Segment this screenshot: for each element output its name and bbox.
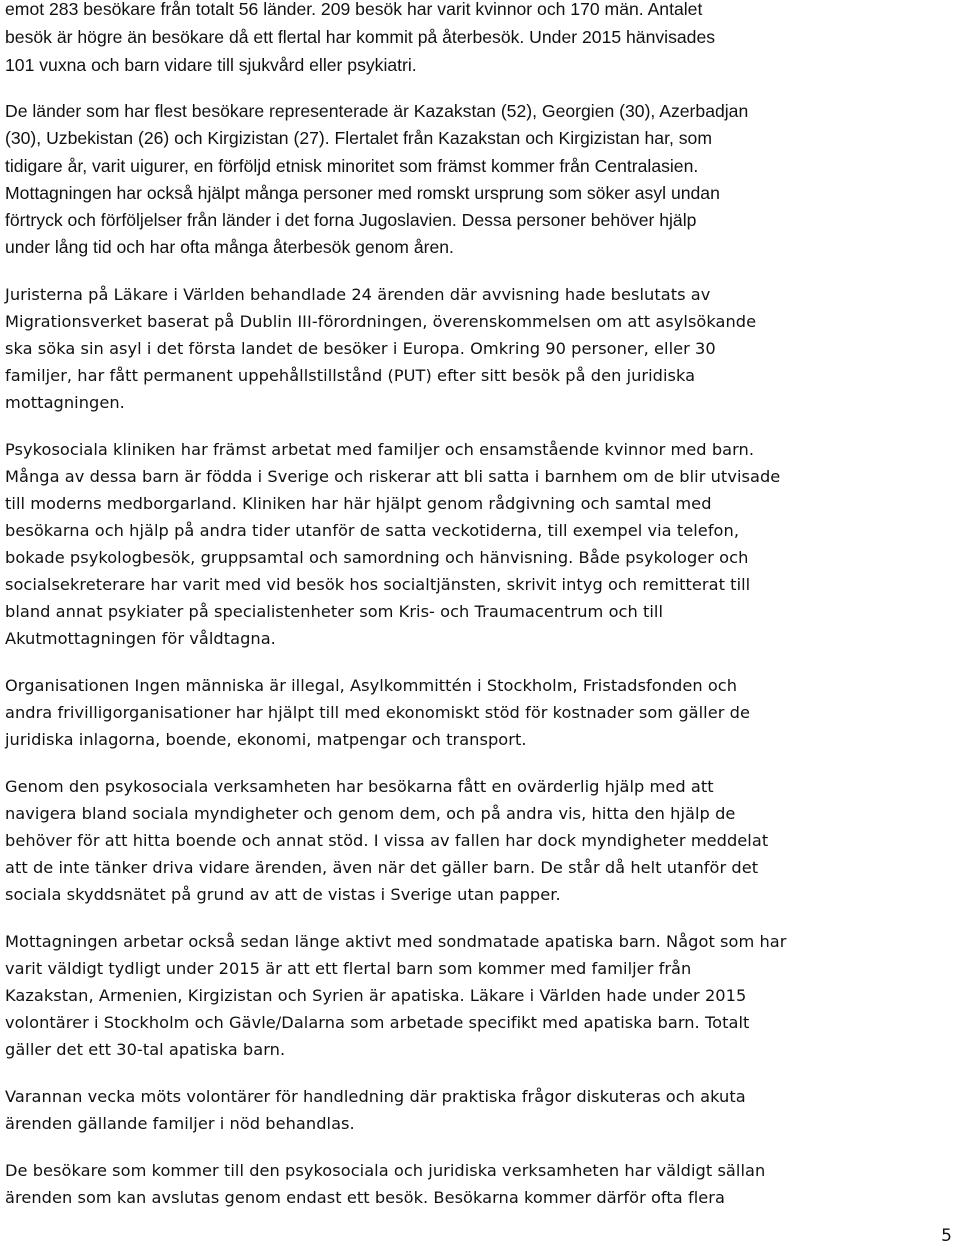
text-line: ärenden som kan avslutas genom endast ett besök. Besökarna kommer därför ofta flera: [5, 1188, 725, 1207]
text-line: bland annat psykiater på specialistenheter som Kris- och Traumacentrum och till: [5, 602, 664, 621]
text-line: behöver för att hitta boende och annat stöd. I vissa av fallen har dock myndigheter meddelat: [5, 831, 769, 850]
text-line: Genom den psykosociala verksamheten har besökarna fått en ovärderlig hjälp med att: [5, 777, 714, 796]
text-line: ska söka sin asyl i det första landet de besöker i Europa. Omkring 90 personer, eller 30: [5, 339, 716, 358]
text-line: volontärer i Stockholm och Gävle/Dalarna som arbetade specifikt med apatiska barn. Totalt: [5, 1013, 750, 1032]
text-line: Mottagningen har också hjälpt många personer med romskt ursprung som söker asyl undan: [5, 183, 720, 203]
text-line: familjer, har fått permanent uppehållstillstånd (PUT) efter sitt besök på den juridiska: [5, 366, 696, 385]
text-line: bokade psykologbesök, gruppsamtal och samordning och hänvisning. Både psykologer och: [5, 548, 749, 567]
text-line: Akutmottagningen för våldtagna.: [5, 629, 276, 648]
text-line: Psykosociala kliniken har främst arbetat med familjer och ensamstående kvinnor med barn.: [5, 440, 755, 459]
text-line: (30), Uzbekistan (26) och Kirgizistan (27). Flertalet från Kazakstan och Kirgizistan har, som: [5, 128, 712, 148]
text-line: ärenden gällande familjer i nöd behandlas.: [5, 1114, 355, 1133]
text-line: De länder som har flest besökare representerade är Kazakstan (52), Georgien (30), Azerbadjan: [5, 101, 749, 121]
text-line: Kazakstan, Armenien, Kirgizistan och Syrien är apatiska. Läkare i Världen hade under 2015: [5, 986, 747, 1005]
text-line: besök är högre än besökare då ett flertal har kommit på återbesök. Under 2015 hänvisades: [5, 27, 716, 47]
text-line: sociala skyddsnätet på grund av att de vistas i Sverige utan papper.: [5, 885, 561, 904]
text-line: förtryck och förföljelser från länder i det forna Jugoslavien. Dessa personer behöver hjälp: [5, 210, 697, 230]
text-line: navigera bland sociala myndigheter och genom dem, och på andra vis, hitta den hjälp de: [5, 804, 736, 823]
text-line: Varannan vecka möts volontärer för handledning där praktiska frågor diskuteras och akuta: [5, 1087, 746, 1106]
text-line: Migrationsverket baserat på Dublin III-förordningen, överenskommelsen om att asylsökande: [5, 312, 757, 331]
text-line: Många av dessa barn är födda i Sverige och riskerar att bli satta i barnhem om de blir utvisade: [5, 467, 781, 486]
text-line: tidigare år, varit uigurer, en förföljd etnisk minoritet som främst kommer från Centralasien.: [5, 156, 699, 176]
text-line: under lång tid och har ofta många återbesök genom åren.: [5, 237, 454, 257]
text-line: gäller det ett 30-tal apatiska barn.: [5, 1040, 286, 1059]
text-line: emot 283 besökare från totalt 56 länder. 209 besök har varit kvinnor och 170 män. Antalet: [5, 0, 703, 19]
text-line: Mottagningen arbetar också sedan länge aktivt med sondmatade apatiska barn. Något som har: [5, 932, 787, 951]
page-number: 5: [941, 1226, 952, 1246]
text-line: De besökare som kommer till den psykosociala och juridiska verksamheten har väldigt sällan: [5, 1161, 766, 1180]
text-line: Juristerna på Läkare i Världen behandlade 24 ärenden där avvisning hade beslutats av: [5, 285, 711, 304]
text-line: 101 vuxna och barn vidare till sjukvård eller psykiatri.: [5, 55, 417, 75]
text-line: mottagningen.: [5, 393, 125, 412]
text-line: att de inte tänker driva vidare ärenden, även när det gäller barn. De står då helt utanför det: [5, 858, 759, 877]
text-line: Organisationen Ingen människa är illegal, Asylkommittén i Stockholm, Fristadsfonden och: [5, 676, 738, 695]
text-line: besökarna och hjälp på andra tider utanför de satta veckotiderna, till exempel via telefon,: [5, 521, 740, 540]
text-line: socialsekreterare har varit med vid besök hos socialtjänsten, skrivit intyg och remitterat till: [5, 575, 751, 594]
text-line: varit väldigt tydligt under 2015 är att ett flertal barn som kommer med familjer från: [5, 959, 692, 978]
text-line: juridiska inlagorna, boende, ekonomi, matpengar och transport.: [5, 730, 527, 749]
text-line: till moderns medborgarland. Kliniken har här hjälpt genom rådgivning och samtal med: [5, 494, 712, 513]
text-line: andra frivilligorganisationer har hjälpt till med ekonomiskt stöd för kostnader som gäller de: [5, 703, 750, 722]
